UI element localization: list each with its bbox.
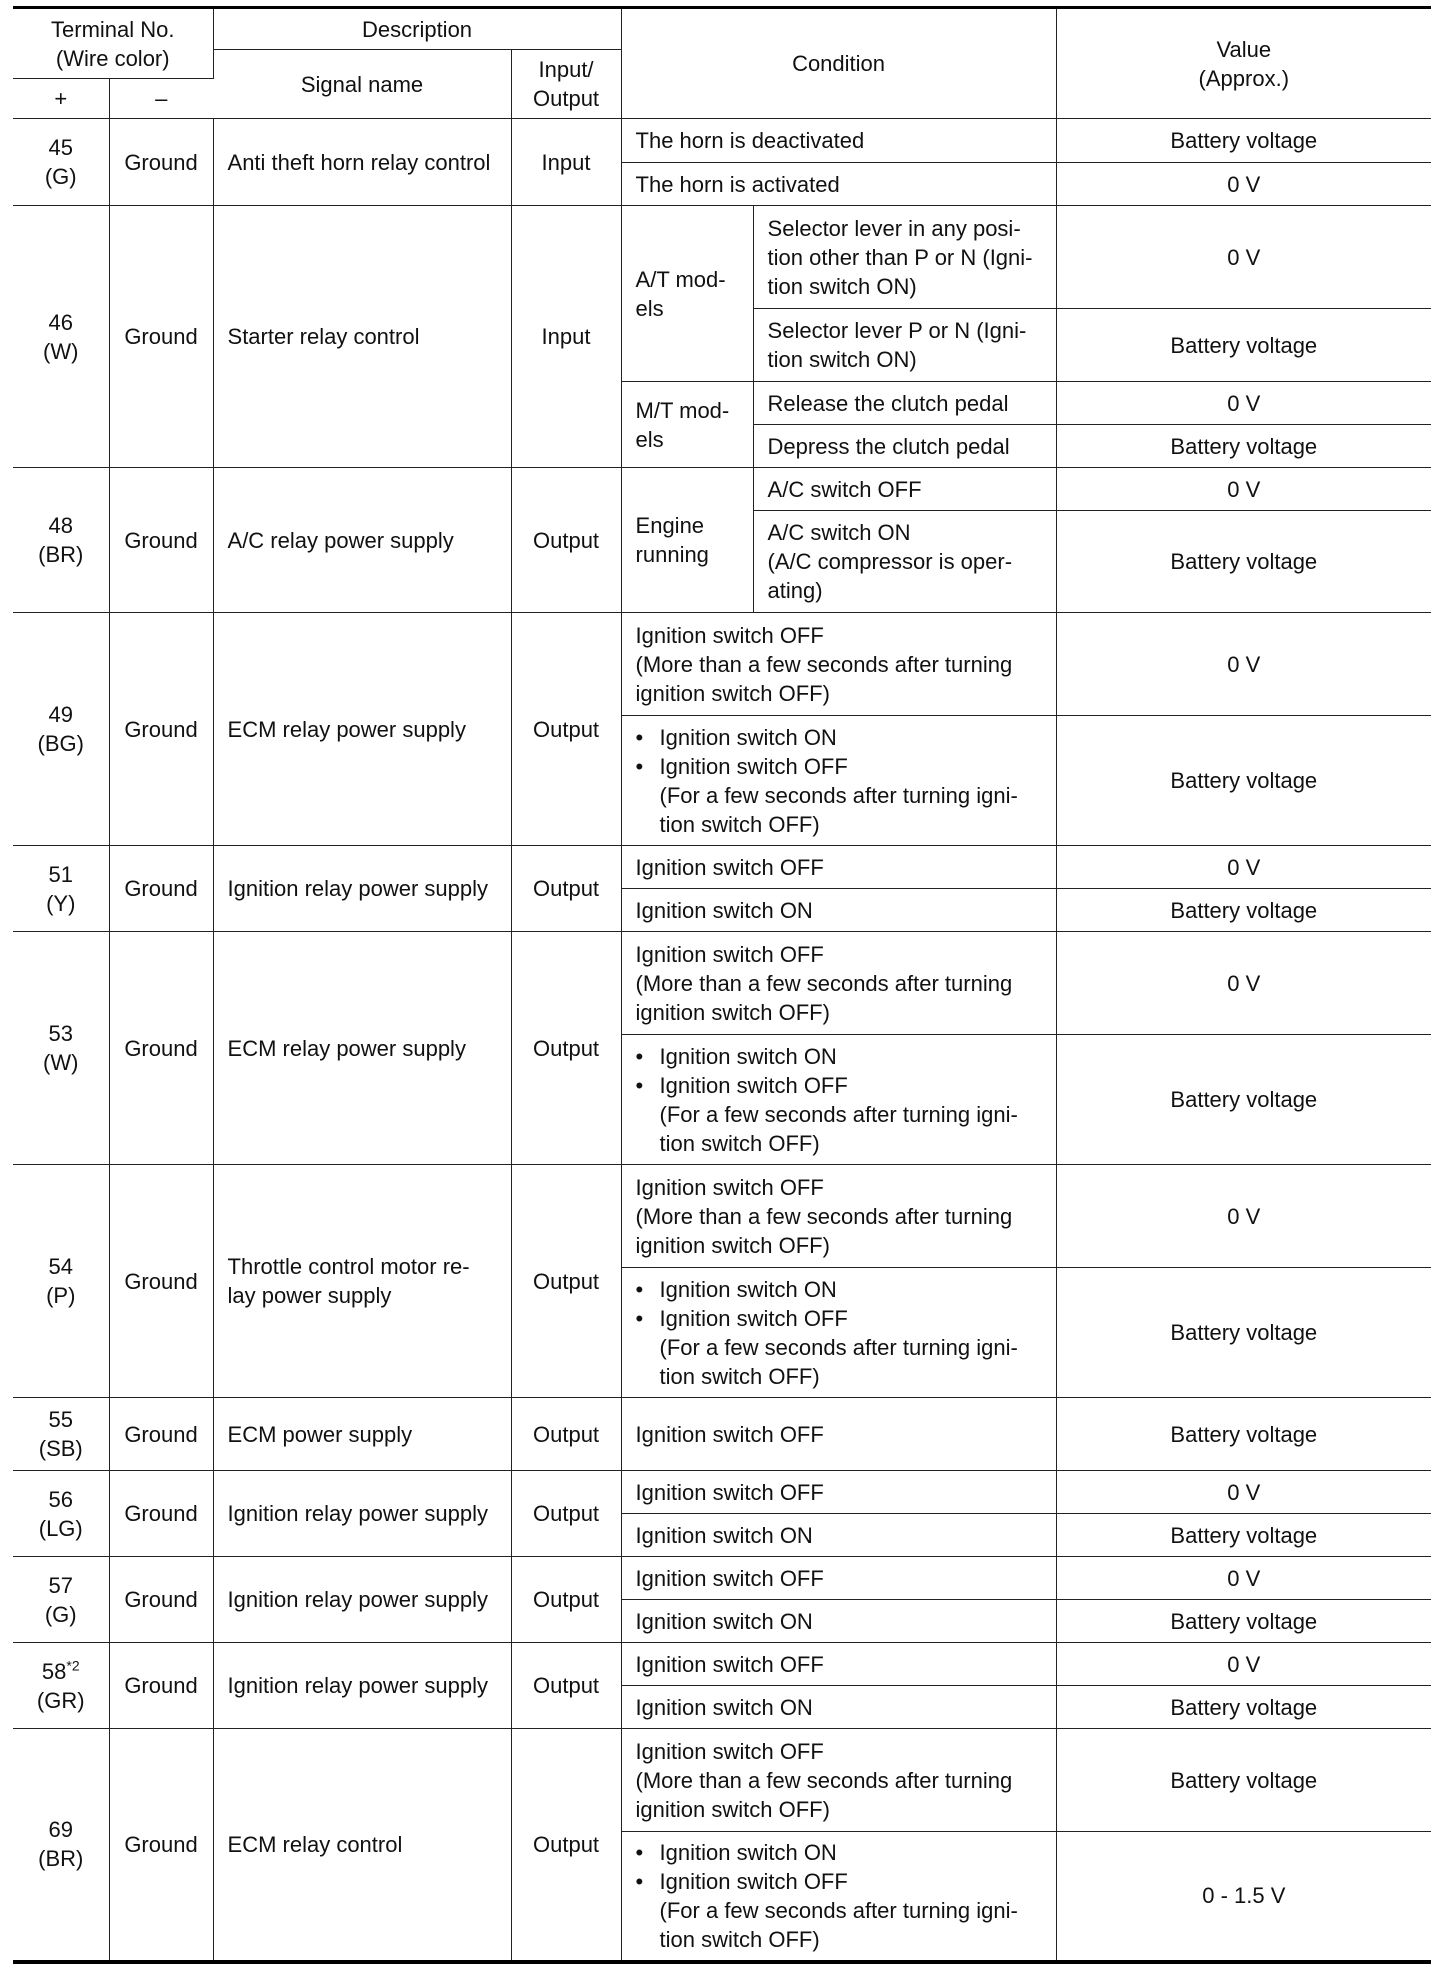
condition-line: Ignition switch OFF: [659, 1305, 848, 1331]
wire-color: (G): [44, 164, 77, 189]
value-cell: Battery voltage: [1056, 1268, 1431, 1398]
condition-line: Ignition switch OFF: [659, 1072, 848, 1098]
condition-line: ating): [767, 578, 823, 603]
io-cell: Input: [511, 119, 621, 206]
signal-name-cell: Ignition relay power supply: [213, 1643, 511, 1729]
table-row: [13, 1165, 1431, 1268]
condition-group-label: running: [635, 542, 709, 567]
signal-name-cell: [213, 1165, 511, 1398]
wire-color: (BG): [37, 731, 84, 756]
condition-header: Condition: [621, 8, 1056, 119]
value-cell: 0 V: [1056, 1643, 1431, 1686]
terminal-table-wrapper: [13, 6, 1431, 1964]
minus-cell: Ground: [109, 1398, 213, 1471]
condition-line: (More than a few seconds after turning: [635, 651, 1013, 677]
condition-line: ignition switch OFF): [635, 1232, 830, 1258]
condition-group-label: Engine: [635, 513, 705, 538]
bullet-item: [636, 1042, 1050, 1071]
condition-cell: Ignition switch OFF: [621, 1557, 1056, 1600]
bullet-icon: •: [635, 1276, 644, 1302]
wire-color: (G): [44, 1601, 77, 1627]
condition-line: (For a few seconds after turning igni-: [659, 1897, 1018, 1923]
table-row: [13, 1557, 1431, 1600]
terminal-number: 57: [48, 1572, 73, 1598]
wire-color: (SB): [38, 1436, 83, 1461]
condition-cell: [621, 1035, 1056, 1165]
condition-line: Ignition switch ON: [659, 1276, 837, 1302]
condition-cell: Release the clutch pedal: [753, 382, 1056, 425]
condition-cell: Ignition switch OFF: [621, 1471, 1056, 1514]
wire-color: (W): [43, 338, 79, 364]
condition-cell: [621, 1832, 1056, 1962]
condition-group-label: els: [635, 426, 664, 452]
value-cell: 0 - 1.5 V: [1056, 1832, 1431, 1962]
condition-cell: The horn is deactivated: [621, 119, 1056, 163]
table-row: [13, 119, 1431, 163]
table-row: [13, 613, 1431, 716]
io-cell: Output: [511, 1557, 621, 1643]
condition-line: Selector lever in any posi-: [767, 215, 1021, 241]
condition-line: Ignition switch OFF: [659, 753, 848, 779]
table-row: [13, 932, 1431, 1035]
signal-name-cell: A/C relay power supply: [213, 468, 511, 613]
terminal-number: 69: [48, 1817, 73, 1843]
condition-group-cell: [621, 382, 753, 468]
condition-cell: [753, 309, 1056, 382]
input-output-header: [511, 50, 621, 119]
condition-line: (More than a few seconds after turning: [635, 1203, 1013, 1229]
value-cell: 0 V: [1056, 1471, 1431, 1514]
condition-cell: Ignition switch ON: [621, 1600, 1056, 1643]
value-cell: Battery voltage: [1056, 1600, 1431, 1643]
terminal-number: 49: [48, 702, 73, 727]
condition-cell: Ignition switch OFF: [621, 846, 1056, 889]
value-cell: 0 V: [1056, 206, 1431, 309]
terminal-cell: [13, 1643, 109, 1729]
condition-line: Ignition switch OFF: [635, 1174, 824, 1200]
condition-cell: [621, 716, 1056, 846]
condition-cell: Ignition switch ON: [621, 1686, 1056, 1729]
terminal-number: 53: [48, 1021, 73, 1046]
value-cell: Battery voltage: [1056, 309, 1431, 382]
table-row: [13, 1729, 1431, 1832]
minus-cell: Ground: [109, 206, 213, 468]
description-header: Description: [213, 8, 621, 50]
condition-line: (For a few seconds after turning igni-: [659, 1334, 1018, 1360]
value-cell: 0 V: [1056, 468, 1431, 511]
condition-line: (More than a few seconds after turning: [635, 1767, 1013, 1793]
signal-name-header: Signal name: [213, 50, 511, 119]
footnote-marker: *2: [66, 1657, 80, 1674]
terminal-number: 56: [48, 1486, 73, 1512]
condition-line: Selector lever P or N (Igni-: [767, 318, 1027, 343]
condition-cell: Ignition switch ON: [621, 889, 1056, 932]
minus-cell: Ground: [109, 932, 213, 1165]
value-cell: Battery voltage: [1056, 511, 1431, 613]
minus-cell: Ground: [109, 1471, 213, 1557]
bullet-item: [636, 1867, 1050, 1896]
signal-name-cell: Ignition relay power supply: [213, 846, 511, 932]
terminal-cell: [13, 932, 109, 1165]
condition-line: tion switch OFF): [659, 1130, 820, 1156]
minus-cell: Ground: [109, 1729, 213, 1962]
condition-line: tion switch ON): [767, 273, 917, 299]
value-cell: 0 V: [1056, 932, 1431, 1035]
signal-name-cell: Starter relay control: [213, 206, 511, 468]
bullet-icon: •: [635, 1043, 644, 1069]
table-row: [13, 1471, 1431, 1514]
condition-line: tion switch OFF): [659, 1363, 820, 1389]
terminal-cell: [13, 846, 109, 932]
minus-cell: Ground: [109, 1643, 213, 1729]
wire-color: (W): [43, 1050, 79, 1075]
condition-line: Ignition switch ON: [659, 724, 837, 750]
condition-cell: [621, 613, 1056, 716]
condition-line: tion switch OFF): [659, 811, 820, 837]
condition-group-label: A/T mod-: [635, 266, 726, 292]
signal-line: Throttle control motor re-: [227, 1254, 470, 1279]
bullet-item: [636, 752, 1050, 781]
wire-color: (P): [46, 1283, 76, 1308]
value-cell: Battery voltage: [1056, 1035, 1431, 1165]
signal-name-cell: ECM power supply: [213, 1398, 511, 1471]
terminal-number: 51: [48, 861, 73, 887]
bullet-item: [636, 1071, 1050, 1100]
signal-name-cell: ECM relay power supply: [213, 613, 511, 846]
condition-line: Ignition switch OFF: [635, 1738, 824, 1764]
condition-line: ignition switch OFF): [635, 680, 830, 706]
condition-cell: [621, 1165, 1056, 1268]
terminal-number: 55: [48, 1407, 73, 1432]
condition-cell: [753, 206, 1056, 309]
input-label: Input/: [538, 57, 594, 82]
table-row: [13, 1398, 1431, 1471]
table-row: [13, 846, 1431, 889]
condition-line: tion switch OFF): [659, 1926, 820, 1952]
wire-color: (Y): [46, 890, 76, 916]
io-cell: Output: [511, 1398, 621, 1471]
bullet-icon: •: [635, 753, 644, 779]
value-cell: Battery voltage: [1056, 1398, 1431, 1471]
table-row: [13, 206, 1431, 309]
approx-label: (Approx.): [1198, 65, 1290, 91]
value-cell: Battery voltage: [1056, 119, 1431, 163]
io-cell: Output: [511, 613, 621, 846]
io-cell: Output: [511, 932, 621, 1165]
io-cell: Output: [511, 468, 621, 613]
terminal-cell: [13, 613, 109, 846]
value-cell: 0 V: [1056, 1557, 1431, 1600]
condition-cell: [621, 1268, 1056, 1398]
condition-line: A/C switch ON: [767, 520, 911, 545]
minus-cell: Ground: [109, 468, 213, 613]
value-cell: 0 V: [1056, 846, 1431, 889]
condition-cell: [621, 1729, 1056, 1832]
terminal-cell: [13, 1557, 109, 1643]
terminal-cell: [13, 1165, 109, 1398]
condition-line: Ignition switch ON: [659, 1839, 837, 1865]
value-cell: Battery voltage: [1056, 716, 1431, 846]
condition-cell: Depress the clutch pedal: [753, 425, 1056, 468]
value-label: Value: [1216, 36, 1272, 62]
value-cell: Battery voltage: [1056, 1729, 1431, 1832]
terminal-no-label: Terminal No.: [51, 16, 175, 42]
terminal-cell: [13, 119, 109, 206]
value-header: [1056, 8, 1431, 119]
io-cell: Output: [511, 1471, 621, 1557]
value-cell: Battery voltage: [1056, 425, 1431, 468]
condition-line: Ignition switch ON: [659, 1043, 837, 1069]
value-cell: 0 V: [1056, 163, 1431, 206]
condition-line: Ignition switch OFF: [659, 1868, 848, 1894]
terminal-number: 54: [48, 1254, 73, 1279]
io-cell: Output: [511, 1729, 621, 1962]
signal-name-cell: ECM relay power supply: [213, 932, 511, 1165]
minus-cell: Ground: [109, 846, 213, 932]
minus-cell: Ground: [109, 119, 213, 206]
io-cell: Input: [511, 206, 621, 468]
plus-header: +: [13, 79, 109, 119]
condition-group-cell: [621, 206, 753, 382]
signal-name-cell: Ignition relay power supply: [213, 1557, 511, 1643]
wire-color: (GR): [36, 1687, 85, 1713]
value-cell: 0 V: [1056, 1165, 1431, 1268]
condition-line: (For a few seconds after turning igni-: [659, 782, 1018, 808]
bullet-icon: •: [635, 1868, 644, 1894]
terminal-cell: [13, 1398, 109, 1471]
condition-line: ignition switch OFF): [635, 1796, 830, 1822]
bullet-item: [636, 1275, 1050, 1304]
bullet-item: [636, 1304, 1050, 1333]
condition-group-cell: [621, 468, 753, 613]
value-cell: Battery voltage: [1056, 1686, 1431, 1729]
signal-name-cell: Ignition relay power supply: [213, 1471, 511, 1557]
condition-cell: Ignition switch ON: [621, 1514, 1056, 1557]
condition-group-label: els: [635, 295, 664, 321]
bullet-icon: •: [635, 1072, 644, 1098]
condition-cell: [753, 511, 1056, 613]
condition-line: (For a few seconds after turning igni-: [659, 1101, 1018, 1127]
condition-cell: A/C switch OFF: [753, 468, 1056, 511]
condition-line: ignition switch OFF): [635, 999, 830, 1025]
io-cell: Output: [511, 846, 621, 932]
condition-cell: [621, 932, 1056, 1035]
minus-cell: Ground: [109, 1557, 213, 1643]
bullet-icon: •: [635, 1839, 644, 1865]
signal-line: lay power supply: [227, 1283, 392, 1308]
wire-color-label: (Wire color): [55, 45, 170, 71]
condition-cell: Ignition switch OFF: [621, 1643, 1056, 1686]
condition-line: (More than a few seconds after turning: [635, 970, 1013, 996]
condition-cell: The horn is activated: [621, 163, 1056, 206]
bullet-icon: •: [635, 1305, 644, 1331]
table-row: [13, 1643, 1431, 1686]
minus-cell: Ground: [109, 1165, 213, 1398]
condition-group-label: M/T mod-: [635, 397, 730, 423]
terminal-cell: [13, 468, 109, 613]
terminal-cell: [13, 206, 109, 468]
minus-header: –: [109, 79, 213, 119]
condition-line: (A/C compressor is oper-: [767, 549, 1013, 574]
terminal-number: 48: [48, 513, 73, 538]
header-row-1: [13, 8, 1431, 50]
condition-cell: Ignition switch OFF: [621, 1398, 1056, 1471]
io-cell: Output: [511, 1165, 621, 1398]
value-cell: Battery voltage: [1056, 889, 1431, 932]
wire-color: (LG): [38, 1515, 83, 1541]
condition-line: tion other than P or N (Igni-: [767, 244, 1033, 270]
ecm-terminal-table: [13, 6, 1431, 1964]
condition-line: tion switch ON): [767, 347, 917, 372]
signal-name-cell: ECM relay control: [213, 1729, 511, 1962]
terminal-no-header: [13, 8, 213, 79]
terminal-cell: [13, 1729, 109, 1962]
value-cell: Battery voltage: [1056, 1514, 1431, 1557]
wire-color: (BR): [38, 1846, 84, 1872]
io-cell: Output: [511, 1643, 621, 1729]
output-label: Output: [533, 86, 600, 111]
value-cell: 0 V: [1056, 382, 1431, 425]
terminal-number: [13, 1657, 109, 1686]
terminal-number: 45: [48, 135, 73, 160]
condition-line: Ignition switch OFF: [635, 941, 824, 967]
minus-cell: Ground: [109, 613, 213, 846]
table-row: [13, 468, 1431, 511]
terminal-number: 46: [48, 309, 73, 335]
signal-name-cell: Anti theft horn relay control: [213, 119, 511, 206]
bullet-item: [636, 1838, 1050, 1867]
bullet-item: [636, 723, 1050, 752]
terminal-cell: [13, 1471, 109, 1557]
value-cell: 0 V: [1056, 613, 1431, 716]
bullet-icon: •: [635, 724, 644, 750]
terminal-number-text: 58: [41, 1658, 67, 1684]
condition-line: Ignition switch OFF: [635, 622, 824, 648]
wire-color: (BR): [38, 542, 84, 567]
